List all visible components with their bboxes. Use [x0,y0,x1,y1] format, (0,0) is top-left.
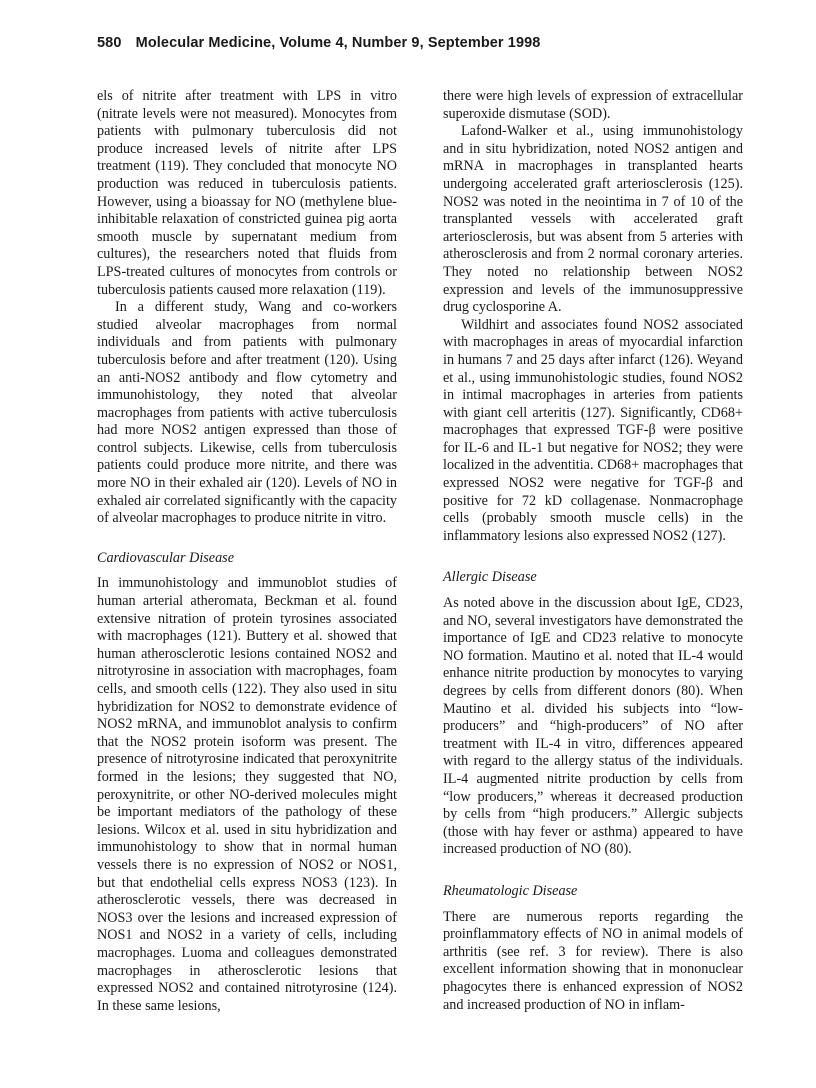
paragraph: As noted above in the discussion about IgE, CD23, and NO, several investigators have demonstrated the importance of IgE and CD23 relative to monocyte NO formation. Mautino et al. noted that IL-4 would enhance nitrite production by monocytes to varying degrees by cells from different donors (80). When Mautino et al. divided his subjects into “low-producers” and “high-producers” of NO after treatment with IL-4 in vitro, differences appeared with regard to the allergy status of the individuals. IL-4 augmented nitrite production by cells from “low producers,” whereas it decreased production by cells from “high producers.” Allergic subjects (those with hay fever or asthma) appeared to have increased production of NO (80). [443,595,743,858]
running-header [97,35,757,51]
section-heading-allergic: Allergic Disease [443,569,537,586]
section-heading-rheumatologic: Rheumatologic Disease [443,882,578,899]
right-column [443,88,743,1014]
section-heading-cardiovascular: Cardiovascular Disease [97,549,235,566]
paragraph: There are numerous reports regarding the proinflammatory effects of NO in animal models of arthritis (see ref. 3 for review). There is also excellent information showing that in mononuclear phagocytes there is enhanced expression of NOS2 and increased production of NO in inflam- [443,908,743,1013]
paragraph: In a different study, Wang and co-workers studied alveolar macrophages from normal individuals and from patients with pulmonary tuberculosis before and after treatment (120). Using an anti-NOS2 antibody and flow cytometry and immunohistology, they noted that alveolar macrophages from patients with active tuberculosis had more NOS2 antigen expressed than those of control subjects. Likewise, cells from tuberculosis patients could produce more nitrite, and there was more NO in their exhaled air (120). Levels of NO in exhaled air correlated significantly with the capacity of alveolar macrophages to produce nitrite in vitro. [97,299,397,527]
paragraph: els of nitrite after treatment with LPS in vitro (nitrate levels were not measured). Monocytes from patients with pulmonary tuberculosis did not produce increased levels of nitrite after LPS treatment (119). They concluded that monocyte NO production was reduced in tuberculosis patients. However, using a bioassay for NO (methylene blue-inhibitable relaxation of constricted guinea pig aorta smooth muscle by supernatant medium from cultures), the researchers noted that fluids from LPS-treated cultures of monocytes from controls or tuberculosis patients caused more relaxation (119). [97,88,397,298]
paragraph: Lafond-Walker et al., using immunohistology and in situ hybridization, noted NOS2 antigen and mRNA in macrophages in transplanted hearts undergoing accelerated graft arteriosclerosis (125). NOS2 was noted in the neointima in 7 of 10 of the transplanted vessels with accelerated graft arteriosclerosis, but was absent from 5 arteries with atherosclerosis and from 2 normal coronary arteries. They noted no relationship between NOS2 expression and levels of the immunosuppressive drug cyclosporine A. [443,123,743,316]
paragraph: there were high levels of expression of extracellular superoxide dismutase (SOD). [443,88,743,122]
paragraph: In immunohistology and immunoblot studies of human arterial atheromata, Beckman et al. found extensive nitration of protein tyrosines associated with macrophages (121). Buttery et al. showed that human atherosclerotic lesions contained NOS2 and nitrotyrosine in association with macrophages, foam cells, and smooth cells (122). They also used in situ hybridization for NOS2 to demonstrate evidence of NOS2 mRNA, and immunoblot analysis to confirm that the NOS2 protein isoform was present. The presence of nitrotyrosine indicated that peroxynitrite formed in the lesions; they suggested that NO, peroxynitrite, or other NO-derived molecules might be important mediators of the pathology of these lesions. Wilcox et al. used in situ hybridization and immunohistology to show that in normal human vessels there is no expression of NOS2 or NOS1, but that endothelial cells express NOS3 (123). In atherosclerotic vessels, there was decreased in NOS3 over the lesions and increased expression of NOS1 and NOS2 in a variety of cells, including macrophages. Luoma and colleagues demonstrated macrophages in atherosclerotic lesions that expressed NOS2 and contained nitrotyrosine (124). In these same lesions, [97,575,397,1014]
journal-citation: Molecular Medicine, Volume 4, Number 9, September 1998 [135,35,541,51]
paragraph: Wildhirt and associates found NOS2 associated with macrophages in areas of myocardial infarction in humans 7 and 25 days after infarct (126). Weyand et al., using immunohistologic studies, found NOS2 in intimal macrophages in arteries from patients with giant cell arteritis (127). Significantly, CD68+ macrophages that expressed TGF-β were positive for IL-6 and IL-1 but negative for NOS2; they were localized in the adventitia. CD68+ macrophages that expressed NOS2 were negative for TGF-β and positive for 72 kD collagenase. Nonmacrophage cells (probably smooth muscle cells) in the inflammatory lesions also expressed NOS2 (127). [443,316,743,544]
left-column [97,88,397,1015]
page-number: 580 [97,35,122,51]
